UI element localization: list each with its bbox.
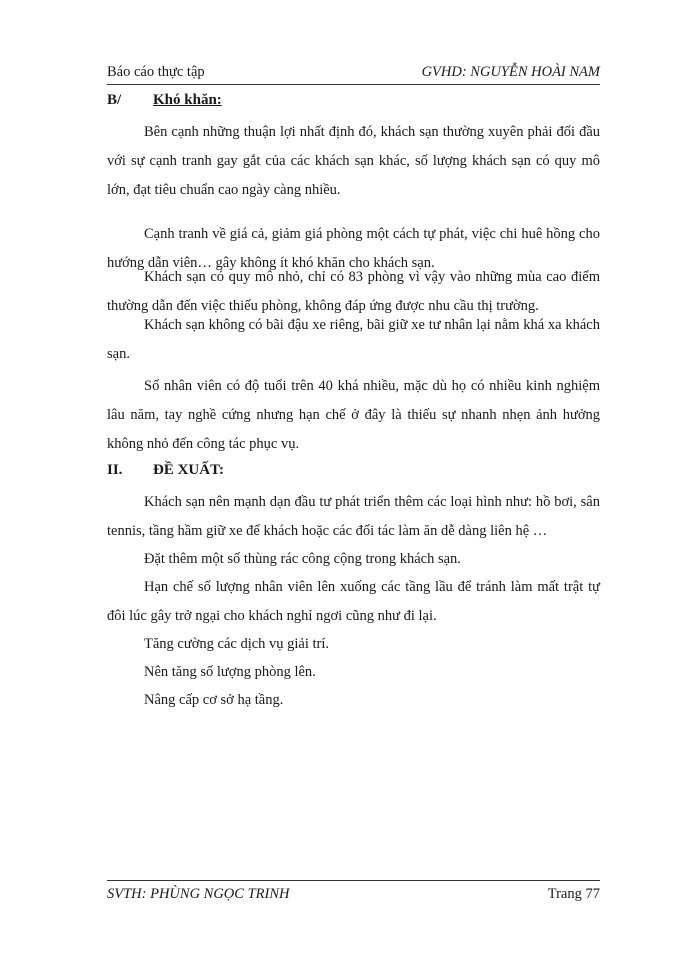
page-header	[107, 62, 600, 85]
header-advisor: GVHD: NGUYỄN HOÀI NAM	[421, 64, 600, 80]
paragraph: Tăng cường các dịch vụ giải trí.	[144, 636, 330, 652]
paragraph: Hạn chế số lượng nhân viên lên xuống các tầng lầu để tránh làm mất trật tự đôi lúc gây trở ngại cho khách nghỉ ngơi cũng như đi lại.	[107, 579, 600, 624]
section-b-title: Khó khăn:	[153, 92, 222, 108]
paragraph: Khách sạn nên mạnh dạn đầu tư phát triển thêm các loại hình như: hồ bơi, sân tennis, tầng hầm giữ xe để khách hoặc các đối tác làm ăn dễ dàng liên hệ …	[107, 494, 600, 539]
paragraph: Bên cạnh những thuận lợi nhất định đó, khách sạn thường xuyên phải đối đầu với sự cạnh tranh gay gắt của các khách sạn khác, số lượng khách sạn có quy mô lớn, đạt tiêu chuẩn cao ngày càng nhiều.	[107, 124, 600, 198]
section-ii-title: ĐỀ XUẤT:	[153, 462, 224, 478]
paragraph: Khách sạn có quy mô nhỏ, chỉ có 83 phòng vì vậy vào những mùa cao điểm thường dẫn đến việc thiếu phòng, không đáp ứng được nhu cầu thị trường.	[107, 269, 600, 314]
page-footer	[107, 880, 600, 905]
section-ii-heading	[107, 462, 224, 479]
page-number: Trang 77	[547, 886, 600, 902]
section-b-heading	[107, 92, 222, 109]
section-b-number: B/	[107, 92, 122, 108]
section-ii-number: II.	[107, 462, 123, 478]
paragraph: Nâng cấp cơ sở hạ tầng.	[144, 692, 284, 708]
paragraph: Số nhân viên có độ tuổi trên 40 khá nhiều, mặc dù họ có nhiều kinh nghiệm lâu năm, tay nghề cứng nhưng hạn chế ở đây là thiếu sự nhanh nhẹn ảnh hưởng không nhỏ đến công tác phục vụ.	[107, 378, 600, 452]
footer-student: SVTH: PHÙNG NGỌC TRINH	[107, 886, 290, 902]
paragraph: Khách sạn không có bãi đậu xe riêng, bãi giữ xe tư nhân lại nằm khá xa khách sạn.	[107, 317, 600, 362]
paragraph: Nên tăng số lượng phòng lên.	[144, 664, 316, 680]
paragraph: Đặt thêm một số thùng rác công cộng trong khách sạn.	[144, 551, 461, 567]
header-report-title: Báo cáo thực tập	[107, 64, 205, 80]
paragraph: Cạnh tranh về giá cả, giảm giá phòng một cách tự phát, việc chi huê hồng cho hướng dẫn viên… gây không ít khó khăn cho khách sạn.	[107, 226, 600, 271]
